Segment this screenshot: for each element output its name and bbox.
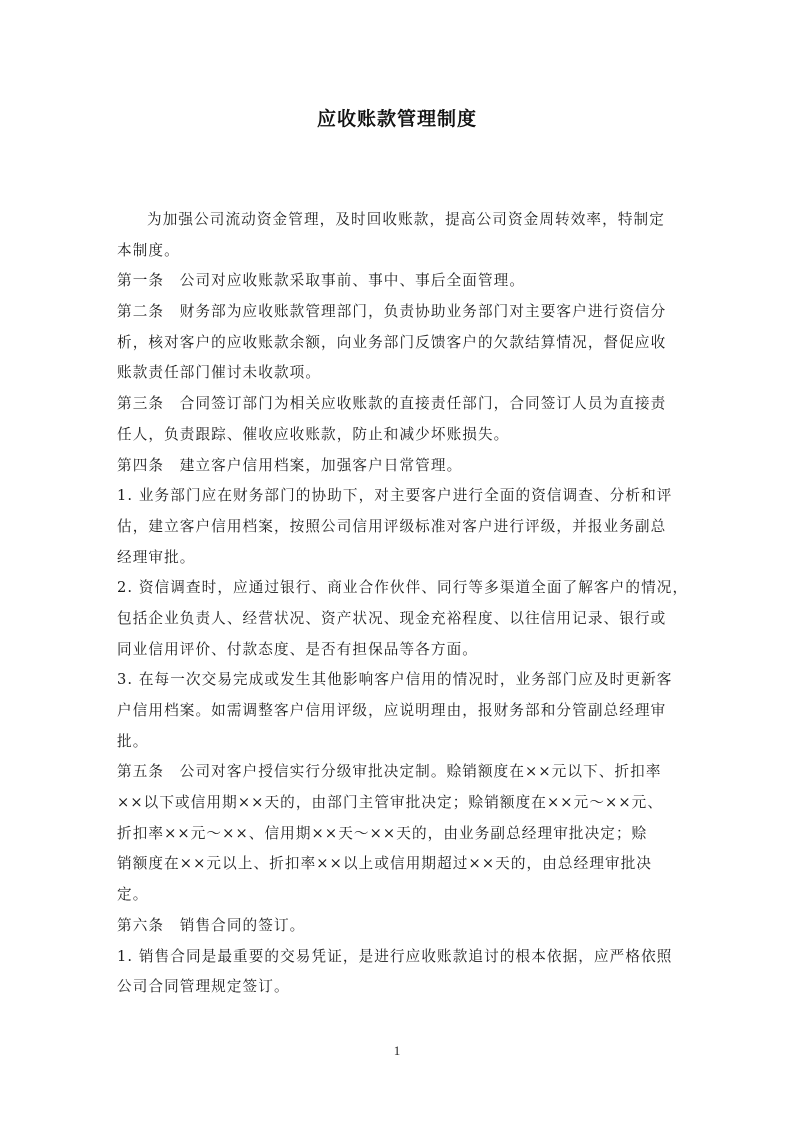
- article-4-line-1: 第四条 建立客户信用档案，加强客户日常管理。: [117, 456, 463, 474]
- article-5-line-1: 第五条 公司对客户授信实行分级审批决定制。赊销额度在××元以下、折扣率: [117, 763, 662, 781]
- article-6-item-1-line-1: 1. 销售合同是最重要的交易凭证，是进行应收账款追讨的根本依据，应严格依照: [117, 947, 673, 965]
- article-4-item-1-line-1: 1. 业务部门应在财务部门的协助下，对主要客户进行全面的资信调查、分析和评: [117, 487, 673, 505]
- article-4-item-3-line-3: 批。: [117, 732, 149, 750]
- article-4-item-2-line-2: 包括企业负责人、经营状况、资产状况、现金充裕程度、以往信用记录、银行或: [117, 609, 667, 627]
- intro-line-2: 本制度。: [117, 241, 180, 259]
- article-4-item-2-line-1: 2. 资信调查时，应通过银行、商业合作伙伴、同行等多渠道全面了解客户的情况，: [117, 579, 689, 597]
- article-5-line-4: 销额度在××元以上、折扣率××以上或信用期超过××天的，由总经理审批决: [117, 855, 653, 873]
- article-4-item-3-line-1: 3. 在每一次交易完成或发生其他影响客户信用的情况时，业务部门应及时更新客: [117, 671, 673, 689]
- document-title: 应收账款管理制度: [316, 108, 477, 130]
- article-5-line-3: 折扣率××元～××、信用期××天～××天的，由业务副总经理审批决定；赊: [117, 824, 648, 842]
- article-3-line-1: 第三条 合同签订部门为相关应收账款的直接责任部门，合同签订人员为直接责: [117, 395, 667, 413]
- article-6-item-1-line-2: 公司合同管理规定签订。: [117, 978, 290, 996]
- article-4-item-2-line-3: 同业信用评价、付款态度、是否有担保品等各方面。: [117, 640, 478, 658]
- document-body: [117, 205, 689, 1003]
- article-4-item-1-line-2: 估，建立客户信用档案，按照公司信用评级标准对客户进行评级，并报业务副总: [117, 517, 667, 535]
- article-1-line-1: 第一条 公司对应收账款采取事前、事中、事后全面管理。: [117, 272, 526, 290]
- article-4-item-3-line-2: 户信用档案。如需调整客户信用评级，应说明理由，报财务部和分管副总经理审: [117, 702, 667, 719]
- article-5-line-5: 定。: [117, 886, 149, 904]
- intro-line-1: 为加强公司流动资金管理，及时回收账款，提高公司资金周转效率，特制定: [147, 211, 665, 228]
- article-5-line-2: ××以下或信用期××天的，由部门主管审批决定；赊销额度在××元～××元、: [117, 794, 664, 812]
- article-3-line-2: 任人，负责跟踪、催收应收账款，防止和减少坏账损失。: [117, 425, 510, 443]
- article-4-item-1-line-3: 经理审批。: [117, 548, 196, 566]
- article-2-line-1: 第二条 财务部为应收账款管理部门，负责协助业务部门对主要客户进行资信分: [117, 303, 667, 321]
- article-6-line-1: 第六条 销售合同的签订。: [117, 916, 306, 934]
- page-number: 1: [393, 1043, 401, 1058]
- article-2-line-2: 析，核对客户的应收账款余额，向业务部门反馈客户的欠款结算情况，督促应收: [117, 333, 667, 351]
- article-2-line-3: 账款责任部门催讨未收款项。: [117, 364, 322, 382]
